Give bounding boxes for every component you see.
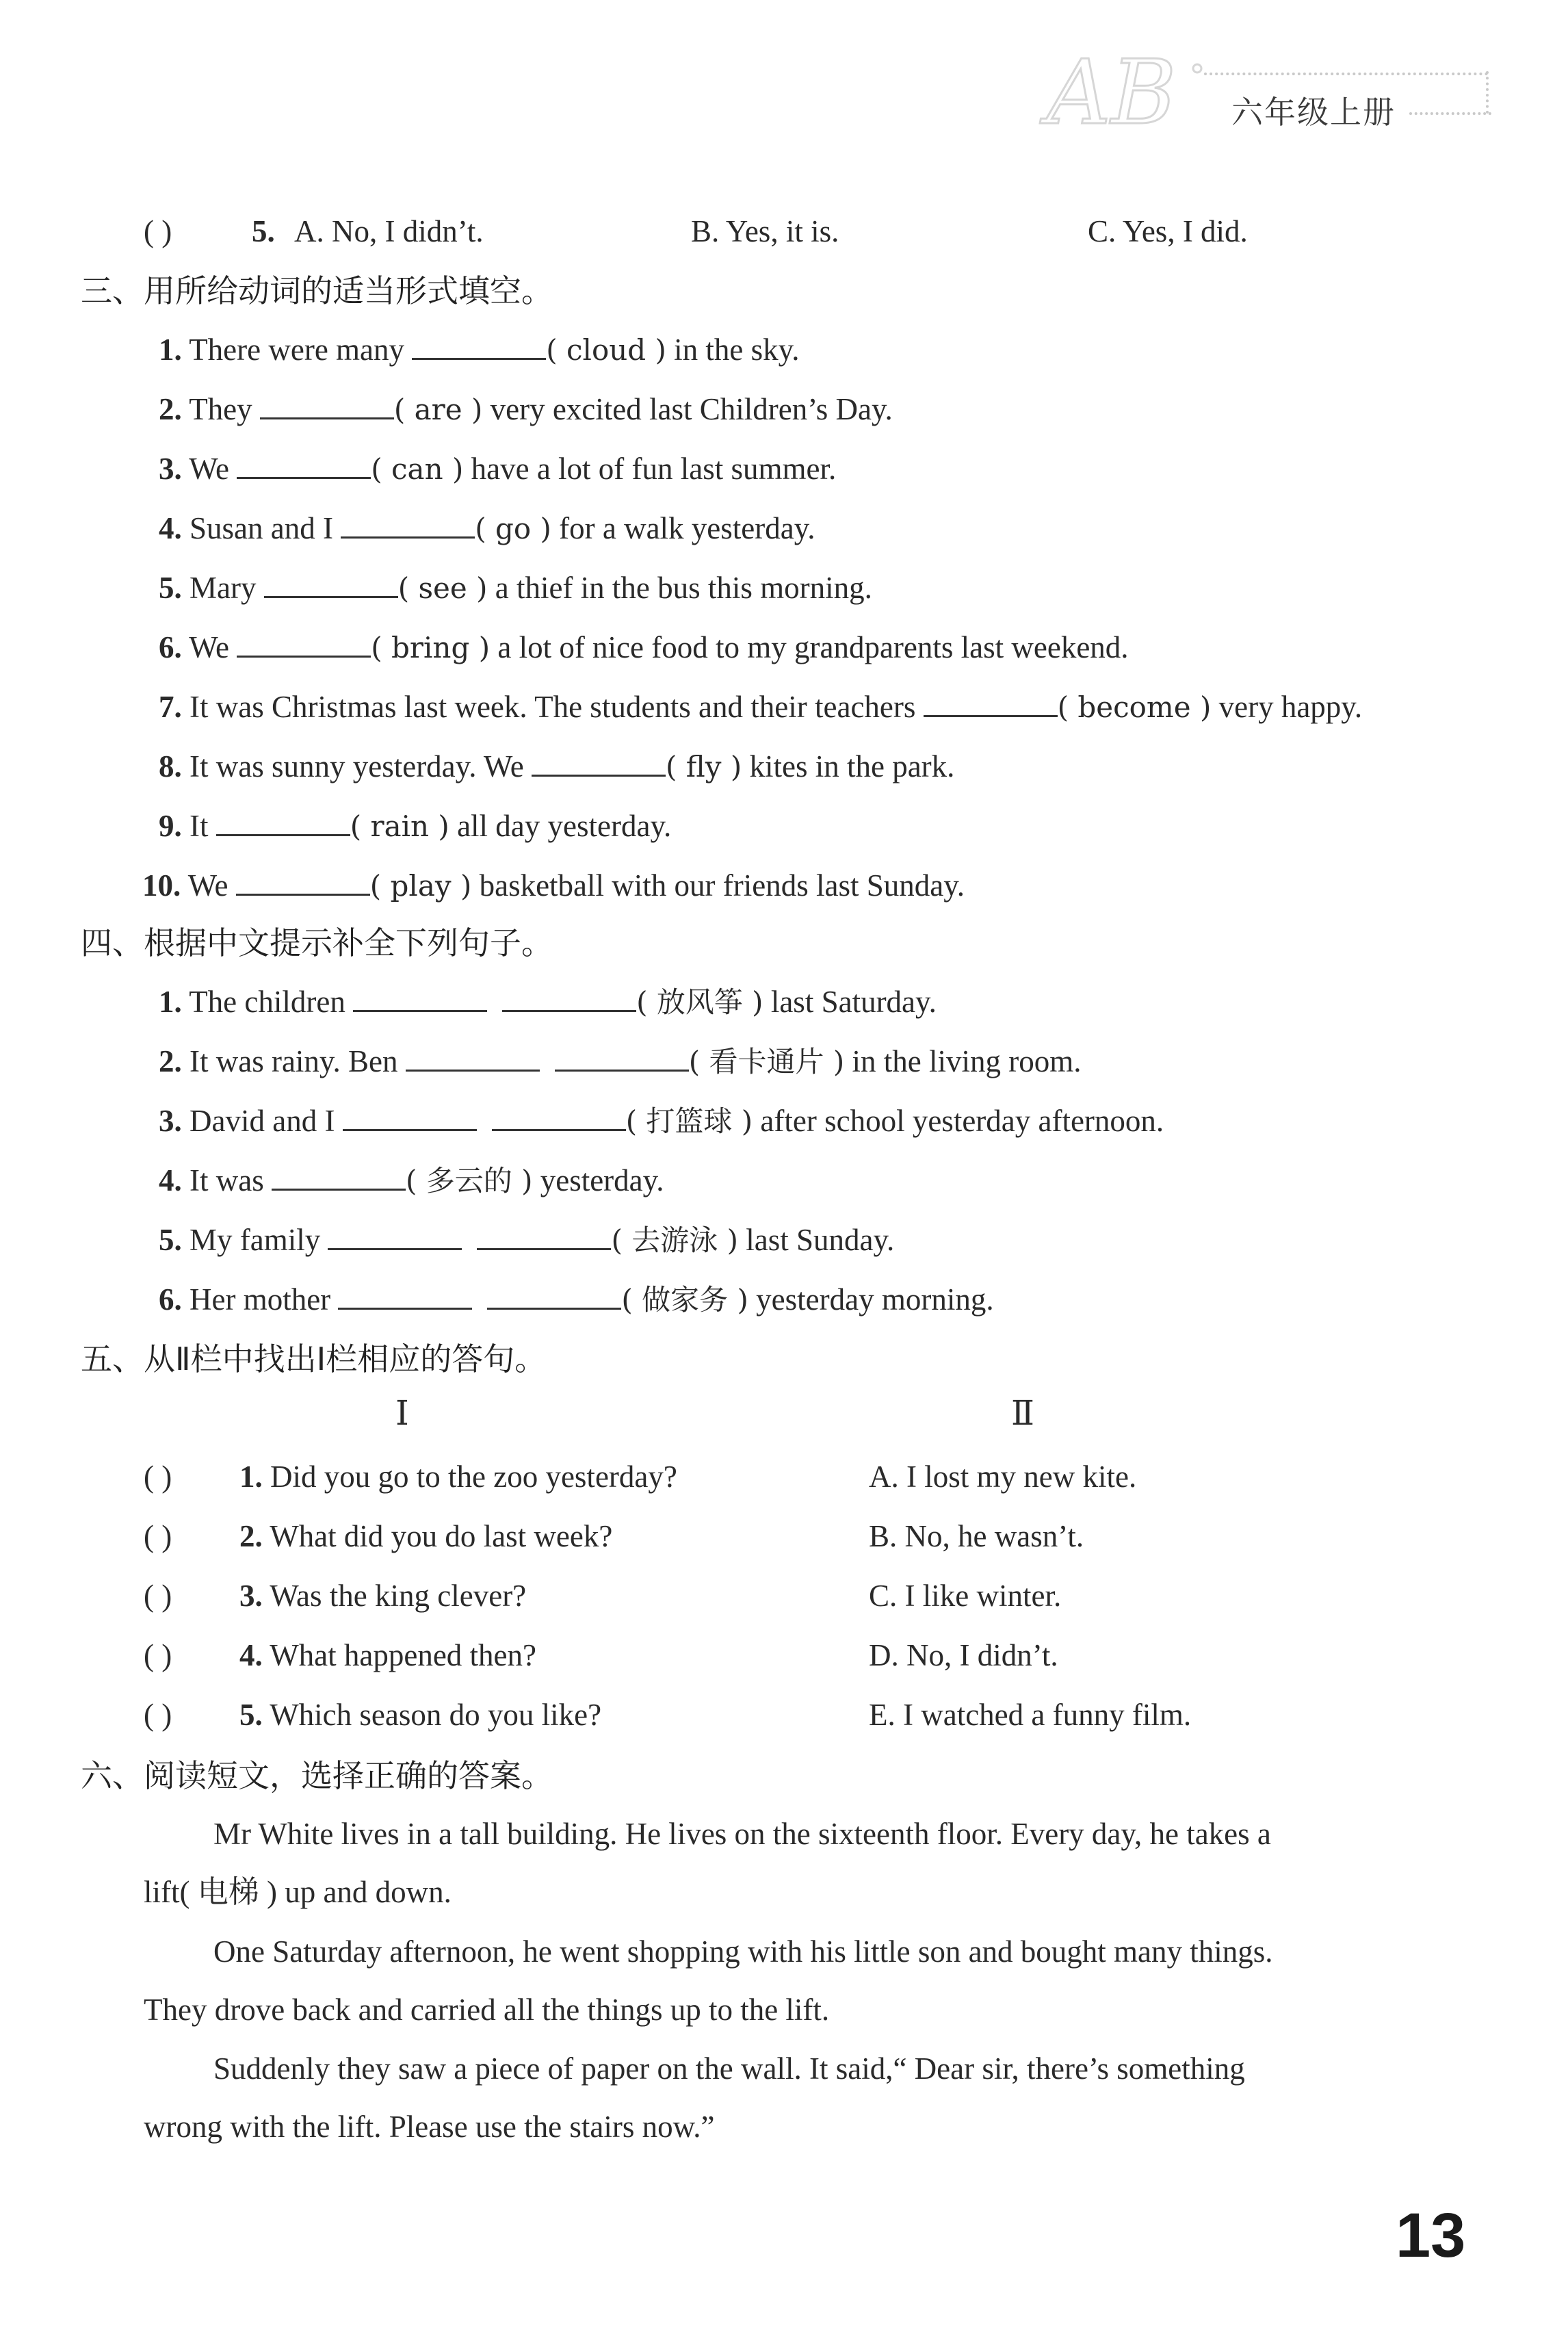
hint-word: ( cloud ) <box>546 333 666 367</box>
match-question <box>144 1575 526 1616</box>
answer-blank[interactable] <box>338 1280 472 1310</box>
fill-item <box>159 508 815 549</box>
item-text-after: have a lot of fun last summer. <box>471 452 837 486</box>
passage-line-2: lift( 电梯 ) up and down. <box>144 1875 452 1909</box>
fill-item <box>159 389 893 430</box>
item-number: 3. <box>159 1104 182 1138</box>
item-text-before: It <box>190 809 209 843</box>
hint-word: ( see ) <box>397 571 488 605</box>
item-text-after: last Saturday. <box>770 985 937 1019</box>
question-text: What did you do last week? <box>270 1519 613 1553</box>
section2-question-5 <box>144 211 1443 252</box>
answer-blank[interactable] <box>272 1161 406 1191</box>
item-number: 5. <box>159 1223 182 1257</box>
passage-line-1: Mr White lives in a tall building. He lives on the sixteenth floor. Every day, he takes a <box>213 1817 1271 1851</box>
grade-label: 六年级上册 <box>1231 94 1396 131</box>
match-question <box>144 1516 612 1557</box>
item-text-before: It was sunny yesterday. We <box>190 749 524 783</box>
item-text-after: in the sky. <box>674 333 800 367</box>
passage-line-3: One Saturday afternoon, he went shopping with his little son and bought many things. <box>213 1934 1273 1969</box>
item-number: 5. <box>159 571 182 605</box>
item-text-before: They <box>189 392 252 426</box>
answer-paren[interactable]: ( ) <box>144 1460 172 1494</box>
hint-word: ( can ) <box>371 452 464 486</box>
fill-item <box>159 567 872 609</box>
fill-item <box>159 627 1129 669</box>
answer-blank[interactable] <box>260 390 394 419</box>
answer-paren[interactable]: ( ) <box>144 1579 172 1613</box>
question-number: 5. <box>252 214 275 248</box>
section3-title: 三、用所给动词的适当形式填空。 <box>81 272 553 309</box>
question-text: Which season do you like? <box>270 1698 602 1732</box>
answer-paren[interactable]: ( ) <box>144 1698 172 1732</box>
item-text-after: all day yesterday. <box>457 809 672 843</box>
answer-blank[interactable] <box>343 1102 477 1131</box>
page-number: 13 <box>1396 2201 1466 2270</box>
item-text-before: My family <box>190 1223 321 1257</box>
answer-blank[interactable] <box>236 866 370 896</box>
column-2-heading: Ⅱ <box>1011 1394 1034 1432</box>
item-text-before: It was Christmas last week. The students and their teachers <box>190 690 916 724</box>
answer-paren[interactable]: ( ) <box>144 1638 172 1672</box>
hint-word: ( rain ) <box>350 809 449 843</box>
item-number: 2. <box>239 1519 263 1553</box>
item-number: 2. <box>159 392 182 426</box>
option-b: B. Yes, it is. <box>691 214 839 248</box>
hint-word: ( 多云的 ) <box>405 1164 533 1197</box>
answer-paren: ( ) <box>144 214 172 248</box>
answer-blank[interactable] <box>492 1102 626 1131</box>
item-number: 4. <box>239 1638 263 1672</box>
match-question <box>144 1456 677 1497</box>
header-rule-bottom <box>1409 112 1491 115</box>
hint-word: ( play ) <box>369 869 472 903</box>
fill-item <box>159 1100 1164 1142</box>
passage-line-6: wrong with the lift. Please use the stairs now.” <box>144 2110 715 2144</box>
hint-word: ( 去游泳 ) <box>611 1223 738 1257</box>
item-number: 3. <box>239 1579 263 1613</box>
item-text-after: last Sunday. <box>746 1223 895 1257</box>
fill-item <box>159 448 836 490</box>
hint-word: ( 做家务 ) <box>621 1283 748 1317</box>
hint-word: ( bring ) <box>371 631 491 664</box>
answer-blank[interactable] <box>341 509 475 539</box>
item-text-after: for a walk yesterday. <box>559 511 815 545</box>
item-number: 5. <box>239 1698 263 1732</box>
fill-item <box>159 686 1362 728</box>
answer-blank[interactable] <box>264 569 398 598</box>
match-answer: C. I like winter. <box>869 1579 1062 1613</box>
item-text-after: very excited last Children’s Day. <box>490 392 893 426</box>
answer-blank[interactable] <box>353 983 487 1012</box>
fill-item <box>159 1219 894 1261</box>
item-text-before: It was rainy. Ben <box>190 1044 398 1078</box>
question-text: What happened then? <box>270 1638 537 1672</box>
answer-blank[interactable] <box>237 450 371 479</box>
item-text-before: We <box>189 452 230 486</box>
item-text-after: after school yesterday afternoon. <box>760 1104 1164 1138</box>
hint-word: ( 放风筝 ) <box>636 985 763 1019</box>
item-text-before: There were many <box>189 333 405 367</box>
answer-blank[interactable] <box>477 1221 611 1250</box>
match-answer: A. I lost my new kite. <box>869 1460 1137 1494</box>
fill-item <box>159 329 800 371</box>
fill-item <box>159 805 671 847</box>
answer-blank[interactable] <box>328 1221 462 1250</box>
column-1-heading: Ⅰ <box>395 1394 409 1432</box>
item-text-after: a thief in the bus this morning. <box>495 571 872 605</box>
fill-item <box>142 865 965 907</box>
item-number: 1. <box>159 985 182 1019</box>
item-number: 1. <box>239 1460 263 1494</box>
logo-letters: AB <box>1047 41 1177 144</box>
item-text-after: basketball with our friends last Sunday. <box>479 868 965 903</box>
item-text-after: yesterday morning. <box>756 1282 994 1317</box>
match-answer: D. No, I didn’t. <box>869 1638 1058 1672</box>
answer-blank[interactable] <box>502 983 636 1012</box>
hint-word: ( 看卡通片 ) <box>688 1045 845 1078</box>
hint-word: ( fly ) <box>666 750 742 783</box>
answer-blank[interactable] <box>412 331 546 360</box>
answer-blank[interactable] <box>532 747 666 777</box>
item-text-before: Mary <box>190 571 257 605</box>
option-a: A. No, I didn’t. <box>294 214 484 248</box>
item-text-before: It was <box>190 1163 264 1197</box>
fill-item <box>159 1160 664 1202</box>
item-number: 9. <box>159 809 182 843</box>
item-text-before: We <box>189 630 230 664</box>
answer-blank[interactable] <box>487 1280 621 1310</box>
item-text-before: The children <box>189 985 345 1019</box>
item-number: 3. <box>159 452 182 486</box>
match-question <box>144 1635 536 1676</box>
item-number: 8. <box>159 749 182 783</box>
item-number: 7. <box>159 690 182 724</box>
item-number: 2. <box>159 1044 182 1078</box>
item-text-after: a lot of nice food to my grandparents last weekend. <box>497 630 1129 664</box>
item-text-before: We <box>187 868 228 903</box>
item-text-before: Susan and I <box>190 511 333 545</box>
answer-blank[interactable] <box>924 688 1058 717</box>
item-number: 6. <box>159 1282 182 1317</box>
header-rule-top <box>1204 73 1488 75</box>
fill-item <box>159 1279 994 1321</box>
fill-item <box>159 746 954 788</box>
item-number: 4. <box>159 511 182 545</box>
answer-blank[interactable] <box>406 1042 540 1072</box>
question-text: Did you go to the zoo yesterday? <box>270 1460 677 1494</box>
hint-word: ( are ) <box>393 393 483 426</box>
section6-title: 六、阅读短文，选择正确的答案。 <box>81 1757 553 1794</box>
item-number: 1. <box>159 333 182 367</box>
item-number: 6. <box>159 630 182 664</box>
section5-title: 五、从Ⅱ栏中找出Ⅰ栏相应的答句。 <box>81 1340 547 1377</box>
ab-logo <box>1033 41 1225 144</box>
item-text-after: in the living room. <box>852 1044 1082 1078</box>
option-c: C. Yes, I did. <box>1088 214 1248 248</box>
passage-line-5: Suddenly they saw a piece of paper on the wall. It said,“ Dear sir, there’s something <box>213 2051 1245 2086</box>
item-number: 4. <box>159 1163 182 1197</box>
item-number: 10. <box>142 868 181 903</box>
item-text-after: kites in the park. <box>749 749 955 783</box>
fill-item <box>159 1041 1081 1083</box>
item-text-after: yesterday. <box>540 1163 664 1197</box>
section4-title: 四、根据中文提示补全下列句子。 <box>81 924 553 961</box>
hint-word: ( 打篮球 ) <box>625 1104 753 1138</box>
item-text-before: Her mother <box>190 1282 331 1317</box>
answer-blank[interactable] <box>237 628 371 658</box>
passage-line-4: They drove back and carried all the things up to the lift. <box>144 1993 830 2027</box>
match-question <box>144 1694 601 1735</box>
answer-blank[interactable] <box>216 807 350 836</box>
answer-blank[interactable] <box>555 1042 689 1072</box>
item-text-after: very happy. <box>1218 690 1363 724</box>
match-answer: B. No, he wasn’t. <box>869 1519 1084 1553</box>
fill-item <box>159 981 937 1023</box>
hint-word: ( go ) <box>475 512 551 545</box>
item-text-before: David and I <box>190 1104 335 1138</box>
header-rule-vertical <box>1486 71 1489 114</box>
question-text: Was the king clever? <box>270 1579 527 1613</box>
hint-word: ( become ) <box>1057 690 1212 724</box>
match-answer: E. I watched a funny film. <box>869 1698 1192 1732</box>
answer-paren[interactable]: ( ) <box>144 1519 172 1553</box>
